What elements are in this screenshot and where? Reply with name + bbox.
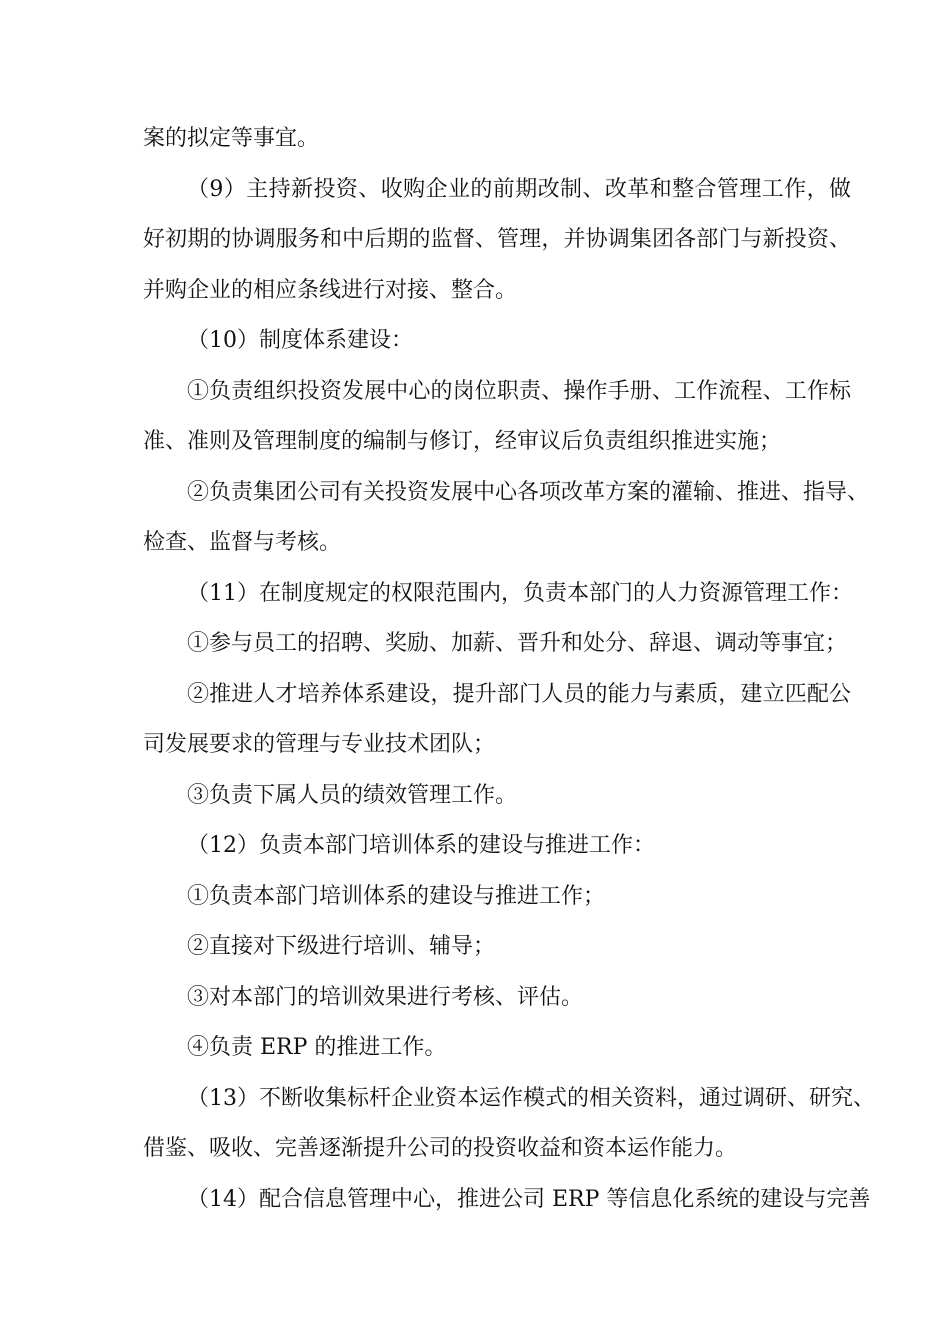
list-item-12-1: ①负责本部门培训体系的建设与推进工作；	[187, 883, 606, 909]
text-line: 并购企业的相应条线进行对接、整合。	[143, 277, 518, 303]
list-item-10-2-start: ②负责集团公司有关投资发展中心各项改革方案的灌输、推进、指导、	[187, 479, 870, 505]
section-heading-11: （11）在制度规定的权限范围内，负责本部门的人力资源管理工作：	[187, 580, 853, 606]
list-item-10-1-start: ①负责组织投资发展中心的岗位职责、操作手册、工作流程、工作标	[187, 378, 851, 404]
document-body	[143, 114, 875, 1225]
paragraph-item-9-start: （9）主持新投资、收购企业的前期改制、改革和整合管理工作，做	[187, 176, 851, 202]
paragraph-item-14-start: （14）配合信息管理中心，推进公司 ERP 等信息化系统的建设与完善	[187, 1186, 871, 1212]
section-heading-12: （12）负责本部门培训体系的建设与推进工作：	[187, 833, 655, 858]
text-line: 司发展要求的管理与专业技术团队；	[143, 732, 496, 757]
list-item-11-2-start: ②推进人才培养体系建设，提升部门人员的能力与素质，建立匹配公	[187, 681, 851, 707]
paragraph-item-13-start: （13）不断收集标杆企业资本运作模式的相关资料，通过调研、研究、	[187, 1085, 875, 1111]
list-item-11-3: ③负责下属人员的绩效管理工作。	[187, 782, 518, 808]
section-heading-10: （10）制度体系建设：	[187, 328, 413, 353]
text-line: 检查、监督与考核。	[143, 530, 342, 555]
text-line: 案的拟定等事宜。	[143, 126, 320, 151]
list-item-11-1: ①参与员工的招聘、奖励、加薪、晋升和处分、辞退、调动等事宜；	[187, 631, 848, 656]
text-line: 借鉴、吸收、完善逐渐提升公司的投资收益和资本运作能力。	[143, 1136, 738, 1161]
list-item-12-4: ④负责 ERP 的推进工作。	[187, 1035, 447, 1060]
list-item-12-3: ③对本部门的培训效果进行考核、评估。	[187, 984, 584, 1010]
text-line: 准、准则及管理制度的编制与修订，经审议后负责组织推进实施；	[143, 429, 782, 454]
list-item-12-2: ②直接对下级进行培训、辅导；	[187, 934, 496, 959]
text-line: 好初期的协调服务和中后期的监督、管理，并协调集团各部门与新投资、	[143, 227, 851, 252]
